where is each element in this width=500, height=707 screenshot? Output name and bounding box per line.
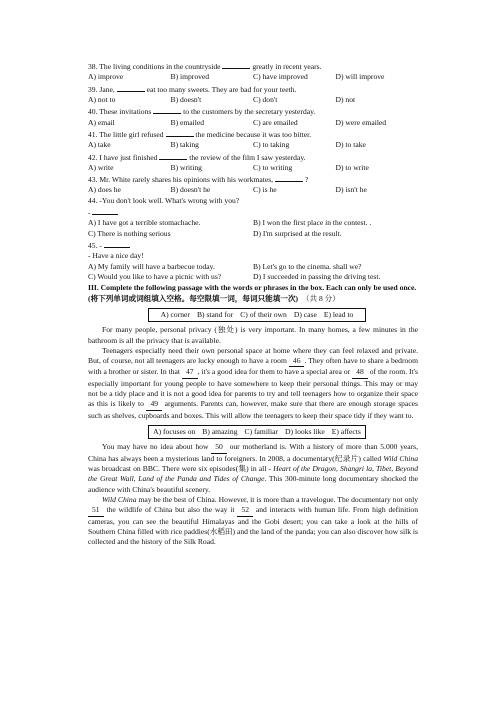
box1-option-d: D) case (293, 309, 317, 319)
question-stem: 43. Mr. White rarely shares his opinions with his workmates, ? (88, 175, 309, 185)
exam-content (88, 60, 418, 547)
word-box-1 (148, 308, 366, 322)
option-d: D) to take (335, 140, 366, 150)
option-a: A) email (88, 117, 115, 127)
option-c: C) is he (253, 185, 277, 195)
box2-option-b: B) amazing (202, 427, 238, 436)
option-a: A) write (88, 162, 114, 172)
q44-stem: 44. -You don't look well. What's wrong with you? (88, 195, 240, 205)
blank-50: 50 (211, 442, 227, 453)
question-stem: 42. I have just finished the review of the film I saw yesterday. (88, 152, 306, 162)
q45-option-d: D) I succeeded in passing the driving test. (253, 271, 381, 281)
q44-option-d: D) I'm surprised at the result. (253, 228, 342, 238)
box2-option-d: D) looks like (285, 427, 325, 436)
option-d: D) to write (335, 162, 369, 172)
q44-option-c: C) There is nothing serious (88, 228, 171, 238)
option-c: C) have improved (253, 72, 308, 82)
question-options (88, 95, 418, 105)
q45-option-a: A) My family will have a barbecue today. (88, 261, 215, 271)
option-b: B) improved (170, 72, 210, 82)
q44-options-row2 (88, 229, 418, 239)
box2-option-e: E) affects (331, 427, 361, 436)
passage-paragraph-4: Wild China may be the best of China. However, it is more than a travelogue. The documentary not only 51 the wildlife of China but also the way it 52 and interacts with human life. From high definition cameras, you can see the beautiful Himalayas and the Gobi desert; you can take a look at the hills of Southern China filled with rice paddies(水稻田) and the land of the panda; you can also discover how silk is collected and the history of the Silk Road. (88, 494, 419, 547)
q45-options-row1 (88, 262, 418, 272)
box2-option-a: A) focuses on (153, 427, 196, 436)
box1-option-a: A) corner (160, 309, 190, 319)
question-options (88, 72, 418, 82)
q45-stem: 45. - (88, 239, 418, 251)
q44-option-a: A) I have got a terrible stomachache. (88, 218, 201, 228)
option-d: D) will improve (335, 72, 385, 82)
blank-47: 47 (182, 367, 198, 378)
option-a: A) not to (88, 94, 116, 104)
blank-52: 52 (237, 505, 253, 516)
passage-paragraph-1: For many people, personal privacy (独处) is very important. In many homes, a few minutes in the bathroom is all the privacy that is available. (88, 325, 418, 345)
question-stem: 41. The little girl refused the medicine because it was too bitter. (88, 129, 312, 139)
blank-51: 51 (88, 505, 104, 516)
option-d: D) were emailed (335, 117, 387, 127)
option-b: B) emailed (170, 117, 205, 127)
option-d: D) isn't he (335, 185, 367, 195)
question-options (88, 163, 418, 173)
option-c: C) to taking (253, 140, 290, 150)
question-options (88, 118, 418, 128)
option-b: B) taking (170, 140, 199, 150)
option-d: D) not (335, 94, 356, 104)
blank-46: 46 (289, 356, 305, 367)
blank-48: 48 (352, 367, 368, 378)
option-a: A) take (88, 140, 111, 150)
q45-option-c: C) Would you like to have a picnic with us? (88, 271, 222, 281)
q44-answer-line: - (88, 206, 418, 218)
option-c: C) are emailed (253, 117, 298, 127)
section-3-heading: III. Complete the following passage with the words or phrases in the box. Each can only be used once.(将下列单词或词组填入空格。每空限填一词，每词只能填一次) （共 8 分） (88, 283, 417, 303)
answer-blank (166, 128, 194, 137)
option-a: A) improve (88, 72, 124, 82)
option-c: C) don't (253, 94, 278, 104)
option-b: B) doesn't he (170, 185, 211, 195)
q45-reply: - Have a nice day! (88, 251, 144, 261)
option-a: A) does he (88, 185, 121, 195)
option-c: C) to writing (253, 162, 293, 172)
answer-blank (275, 173, 303, 182)
box1-option-b: B) stand for (196, 309, 234, 319)
option-b: B) doesn't (170, 94, 202, 104)
answer-blank (117, 83, 145, 92)
answer-blank (159, 151, 187, 160)
q45-options-row2 (88, 272, 418, 282)
question-stem: 40. These invitations to the customers by the secretary yesterday. (88, 107, 316, 117)
q45-option-b: B) Let's go to the cinema. shall we? (253, 261, 362, 271)
blank-49: 49 (146, 399, 162, 410)
word-box-2 (148, 425, 366, 439)
box2-option-c: C) familiar (244, 427, 279, 436)
question-options (88, 140, 418, 150)
multiple-choice-section (88, 60, 418, 196)
question-stem: 39. Jane, eat too many sweets. They are bad for your teeth. (88, 84, 297, 94)
question-options (88, 185, 418, 195)
option-b: B) writing (170, 162, 202, 172)
question-stem: 38. The living conditions in the countryside greatly in recent years. (88, 62, 322, 71)
box1-option-e: E) lead to (323, 309, 354, 319)
q44-option-b: B) I won the first place in the contest. . (253, 218, 372, 228)
box1-option-c: C) of their own (240, 309, 287, 319)
q44-options-row1 (88, 218, 418, 228)
answer-blank (153, 105, 181, 114)
passage-paragraph-2: Teenagers especially need their own personal space at home where they can feel relaxed and private. But, of course, not all teenagers are lucky enough to have a room 46 . They often have to share a bedroom with a brother or sister. In that 47 , it's a good idea for them to have a special area or 48 of the room. It's especially important for young people to have somewhere to keep their personal things. This may or may not be a tidy place and it is not a good idea for parents to try and tell teenagers how to organize their space as this is likely to 49 arguments. Parents can, however, make sure that there are enough storage spaces such as shelves, cupboards and boxes. This will allow the teenagers to keep their space tidy if they want to. (88, 345, 419, 420)
passage-paragraph-3: You may have no idea about how 50 our motherland is. With a history of more than 5.000 years, China has always been a mysterious land to foreigners. In 2008, a documentary(纪录片) called Wild China was broadcast on BBC. There were six episodes(集) in all - Heart of the Dragon, Shangri la, Tibet, Beyond the Great Wall, Land of the Panda and Tides of Change. This 300-minute long documentary shocked the audience with China's beautiful scenery. (88, 442, 419, 494)
answer-blank (222, 60, 250, 69)
